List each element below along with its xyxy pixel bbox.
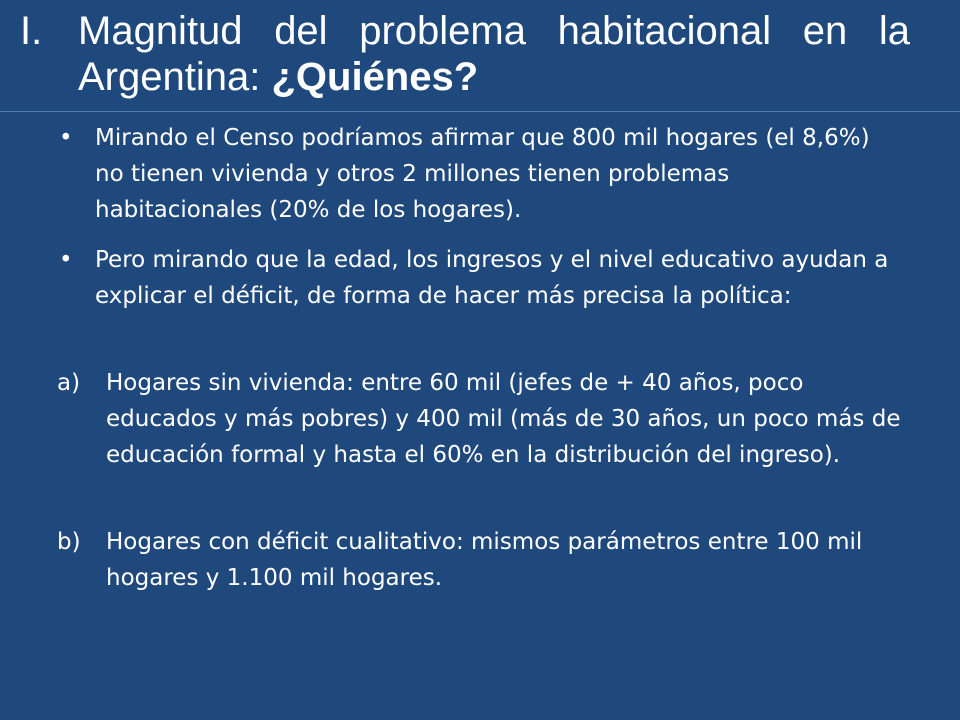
title-bold-text: ¿Quiénes? bbox=[271, 55, 479, 99]
lettered-text: Hogares sin vivienda: entre 60 mil (jefes de + 40 años, poco educados y más pobres) y 400 mil (más de 30 años, un poco más de educación formal y hasta el 60% en la distribución del ingreso). bbox=[106, 370, 901, 468]
bullet-text: Mirando el Censo podríamos afirmar que 800 mil hogares (el 8,6%) no tienen vivienda y otros 2 millones tienen problemas habitacionales (20% de los hogares). bbox=[95, 125, 870, 223]
title-divider bbox=[0, 111, 960, 112]
slide-title bbox=[0, 0, 960, 111]
letter-marker: b) bbox=[57, 529, 81, 555]
title-text bbox=[78, 8, 910, 100]
letter-marker: a) bbox=[57, 370, 81, 396]
bullet-marker: • bbox=[59, 125, 73, 151]
title-regular-text: Magnitud del problema habitacional en la Argentina: bbox=[78, 9, 910, 99]
title-numeral: I. bbox=[20, 9, 43, 53]
bullet-text: Pero mirando que la edad, los ingresos y el nivel educativo ayudan a explicar el déficit, de forma de hacer más precisa la política: bbox=[95, 247, 889, 309]
bullet-marker: • bbox=[59, 247, 73, 273]
lettered-text: Hogares con déficit cualitativo: mismos parámetros entre 100 mil hogares y 1.100 mil hogares. bbox=[106, 529, 863, 591]
